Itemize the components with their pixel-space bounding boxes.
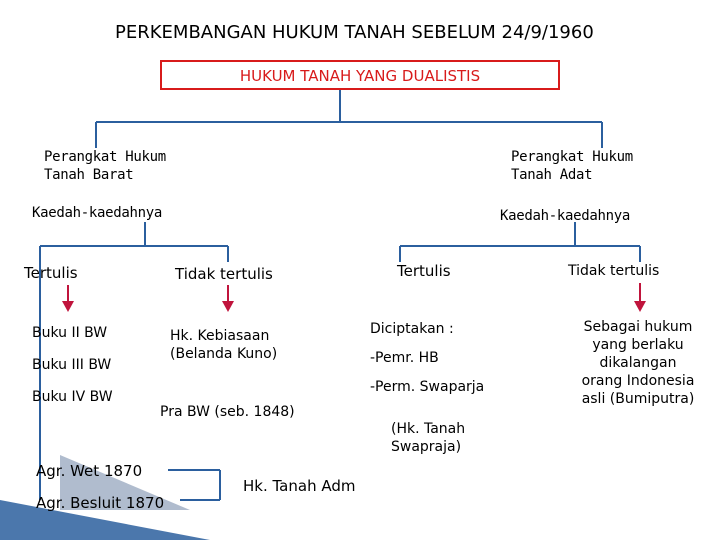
hk-tanah-adm: Hk. Tanah Adm	[243, 477, 356, 495]
root-label: HUKUM TANAH YANG DUALISTIS	[239, 67, 481, 85]
right-kaedah: Kaedah-kaedahnya	[500, 208, 631, 224]
agr-wet: Agr. Wet 1870	[36, 462, 143, 480]
left-heading-line1: Perangkat Hukum	[44, 149, 166, 165]
left-tertulis-label: Tertulis	[24, 264, 78, 282]
left-heading-line2: Tanah Barat	[44, 167, 134, 183]
right-tidak-tertulis-label: Tidak tertulis	[568, 263, 660, 279]
right-heading-line1: Perangkat Hukum	[511, 149, 633, 165]
diciptakan: Diciptakan :	[370, 321, 454, 337]
left-kaedah: Kaedah-kaedahnya	[32, 205, 163, 221]
hk-tanah-swapraja-line1: (Hk. Tanah	[391, 421, 466, 437]
hk-kebiasaan: Hk. Kebiasaan	[170, 328, 270, 344]
arrow-left-tidak	[222, 301, 234, 312]
perm-swaparja: -Perm. Swaparja	[370, 379, 485, 395]
adat-description	[556, 318, 720, 408]
hk-tanah-swapraja-line2: Swapraja)	[391, 439, 462, 455]
arrow-left-tertulis	[62, 301, 74, 312]
buku-iv: Buku IV BW	[32, 389, 113, 405]
adat-line: Sebagai hukum	[583, 319, 693, 335]
left-tidak-tertulis-label: Tidak tertulis	[175, 265, 273, 283]
buku-iii: Buku III BW	[32, 357, 112, 373]
agr-besluit: Agr. Besluit 1870	[36, 494, 165, 512]
adat-line: orang Indonesia	[581, 373, 695, 389]
adat-line: yang berlaku	[592, 337, 684, 353]
page-title: PERKEMBANGAN HUKUM TANAH SEBELUM 24/9/1960	[115, 22, 594, 43]
buku-ii: Buku II BW	[32, 325, 108, 341]
adat-line: asli (Bumiputra)	[581, 391, 695, 407]
adat-line: dikalangan	[599, 355, 677, 371]
belanda-kuno: (Belanda Kuno)	[170, 346, 278, 362]
pra-bw: Pra BW (seb. 1848)	[160, 404, 295, 420]
pemr-hb: -Pemr. HB	[370, 350, 439, 366]
right-heading-line2: Tanah Adat	[511, 167, 593, 183]
arrow-right-tidak	[634, 301, 646, 312]
right-tertulis-label: Tertulis	[397, 262, 451, 280]
